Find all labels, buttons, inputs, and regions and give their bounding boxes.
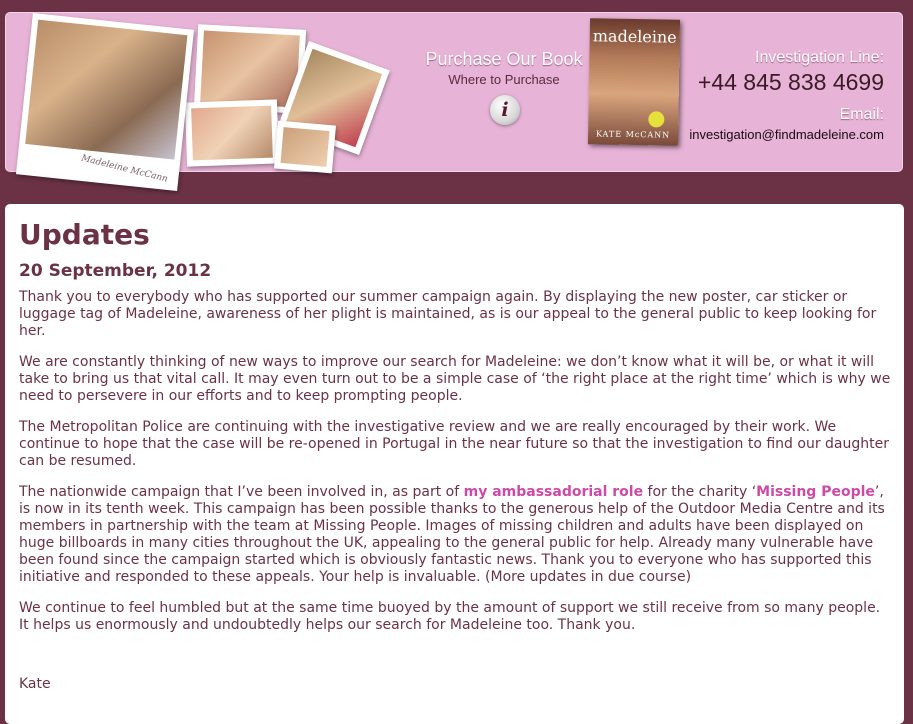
paragraph-5: We continue to feel humbled but at the same time buoyed by the amount of support we still receive from so many people. It helps us enormously and undoubtedly helps our search for Madeleine too. Thank you.: [19, 600, 881, 633]
ambassadorial-role-link[interactable]: my ambassadorial role: [463, 484, 644, 500]
missing-people-link[interactable]: Missing People: [756, 484, 875, 500]
book-cover[interactable]: [588, 18, 680, 146]
update-date: 20 September, 2012: [19, 261, 212, 281]
info-icon[interactable]: i: [490, 95, 520, 125]
where-to-purchase-link[interactable]: Where to Purchase: [448, 72, 560, 87]
contact-block: [689, 49, 884, 142]
paragraph-4-part-a: The nationwide campaign that I’ve been involved in, as part of: [19, 484, 464, 500]
book-badge: [648, 111, 664, 127]
book-title: madeleine: [592, 26, 677, 47]
paragraph-4: [19, 484, 891, 586]
photo-caption: Madeleine McCann: [80, 153, 169, 185]
paragraph-2: We are constantly thinking of new ways to improve our search for Madeleine: we don’t know what it will be, or what it will take to bring us that vital call. It may even turn out to be a simple case of ‘the right place at the right time’ which is why we need to persevere in our efforts and to keep prompting people.: [19, 354, 891, 404]
photo-polaroid-5: [274, 121, 336, 174]
paragraph-3: The Metropolitan Police are continuing with the investigative review and we are really encouraged by their work. We continue to hope that the case will be re-opened in Portugal in the near future so that the investigation to find our daughter can be resumed.: [19, 419, 889, 469]
purchase-book-block[interactable]: [418, 49, 590, 87]
investigation-email[interactable]: investigation@findmadeleine.com: [689, 127, 884, 142]
paragraph-1: Thank you to everybody who has supported our summer campaign again. By displaying the new poster, car sticker or luggage tag of Madeleine, awareness of her plight is maintained, as is our appeal to the general public to keep looking for her.: [19, 289, 877, 339]
book-author: KATE McCANN: [595, 129, 671, 140]
page-title: Updates: [19, 218, 150, 251]
paragraph-4-part-b: for the charity ‘: [643, 484, 757, 500]
photo-polaroid-main: [16, 13, 194, 191]
header-banner: [5, 12, 903, 185]
updates-content: [5, 204, 904, 724]
signoff: Kate: [19, 676, 51, 692]
investigation-phone[interactable]: +44 845 838 4699: [697, 69, 884, 95]
purchase-title[interactable]: Purchase Our Book: [425, 49, 583, 69]
email-label: Email:: [839, 106, 884, 123]
photo-polaroid-4: [185, 99, 279, 166]
investigation-line-label: Investigation Line:: [755, 49, 884, 66]
paragraph-4-part-c: ’, is now in its tenth week. This campaign has been possible thanks to the generous help of the Outdoor Media Centre and its members in partnership with the team at Missing People. Images of missing children and adults have been displayed on huge billboards in many cities throughout the UK, appealing to the general public for help. Already many vulnerable have been found since the campaign started which is obviously fantastic news. Thank you to everyone who has supported this initiative and responded to these appeals. Your help is invaluable. (More updates in due course): [19, 484, 885, 585]
